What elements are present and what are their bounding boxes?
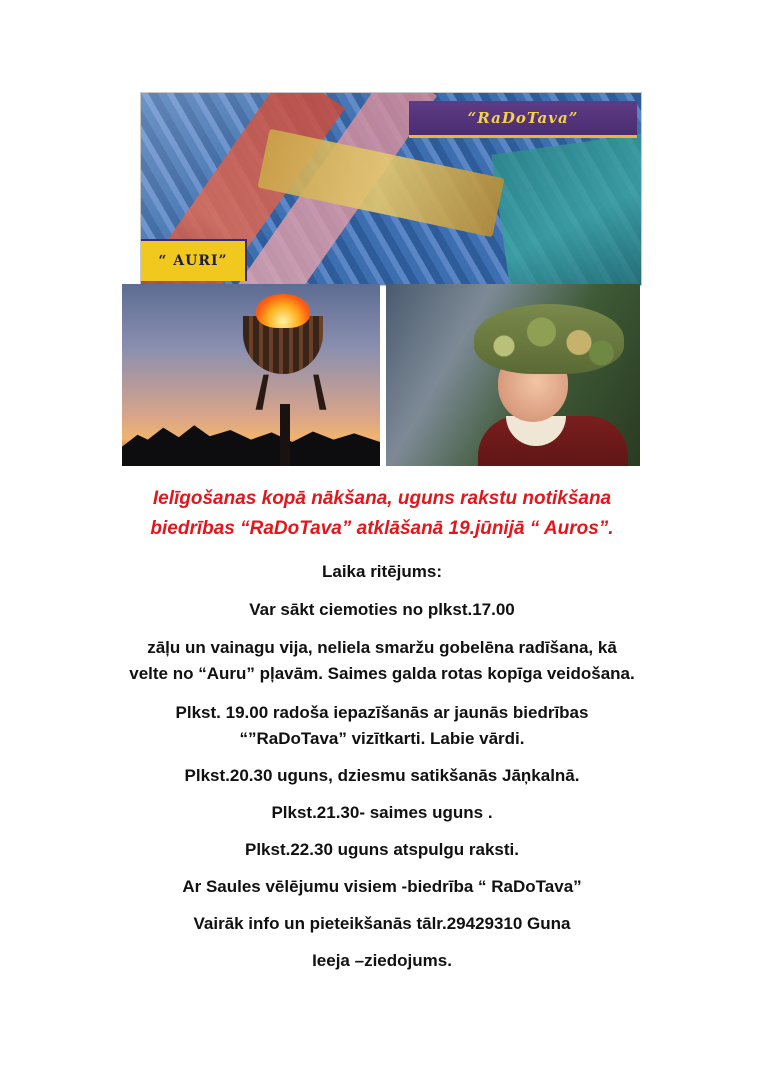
radotava-label-text: “RaDoTava” — [467, 109, 579, 127]
event-headline — [40, 484, 724, 544]
schedule-reflections: Plkst.22.30 uguns atspulgu raksti. — [245, 840, 519, 859]
wreath-woman-photo — [386, 284, 640, 466]
fire-stand-legs — [256, 375, 327, 410]
schedule-family-fire: Plkst.21.30- saimes uguns . — [271, 803, 493, 822]
headline-line-2: biedrības “RaDoTava” atklāšanā 19.jūnijā “ Auros”. — [150, 518, 614, 539]
tapestry-banner-image — [140, 92, 642, 286]
tapestry-teal-area — [491, 133, 642, 286]
schedule-title: Laika ritējums: — [322, 562, 442, 581]
auri-label-text: “ AURI” — [158, 253, 228, 269]
schedule-songs: Plkst.20.30 uguns, dziesmu satikšanās Jāņkalnā. — [184, 766, 580, 785]
flame — [256, 294, 310, 328]
flower-wreath — [474, 304, 624, 374]
fire-basket-photo — [122, 284, 380, 466]
fire-pole — [280, 404, 290, 466]
schedule-entry: Ieeja –ziedojums. — [312, 951, 452, 970]
schedule-activities-line-2: velte no “Auru” pļavām. Saimes galda rotas kopīga veidošana. — [129, 664, 635, 683]
auri-label — [141, 239, 247, 281]
headline-line-1: Ielīgošanas kopā nākšana, uguns rakstu notikšana — [152, 488, 612, 509]
schedule-intro-line-2: “”RaDoTava” vizītkarti. Labie vārdi. — [239, 729, 525, 748]
schedule-intro-line-1: Plkst. 19.00 radoša iepazīšanās ar jaunās biedrības — [175, 703, 589, 722]
schedule-wishes: Ar Saules vēlējumu visiem -biedrība “ RaDoTava” — [182, 877, 582, 896]
schedule-activities-line-1: zāļu un vainagu vija, neliela smaržu gobelēna radīšana, kā — [147, 638, 617, 657]
schedule-start: Var sākt ciemoties no plkst.17.00 — [249, 600, 515, 619]
radotava-label — [409, 101, 637, 138]
tree-silhouette — [122, 418, 380, 466]
schedule-info: Vairāk info un pieteikšanās tālr.29429310 Guna — [193, 914, 571, 933]
